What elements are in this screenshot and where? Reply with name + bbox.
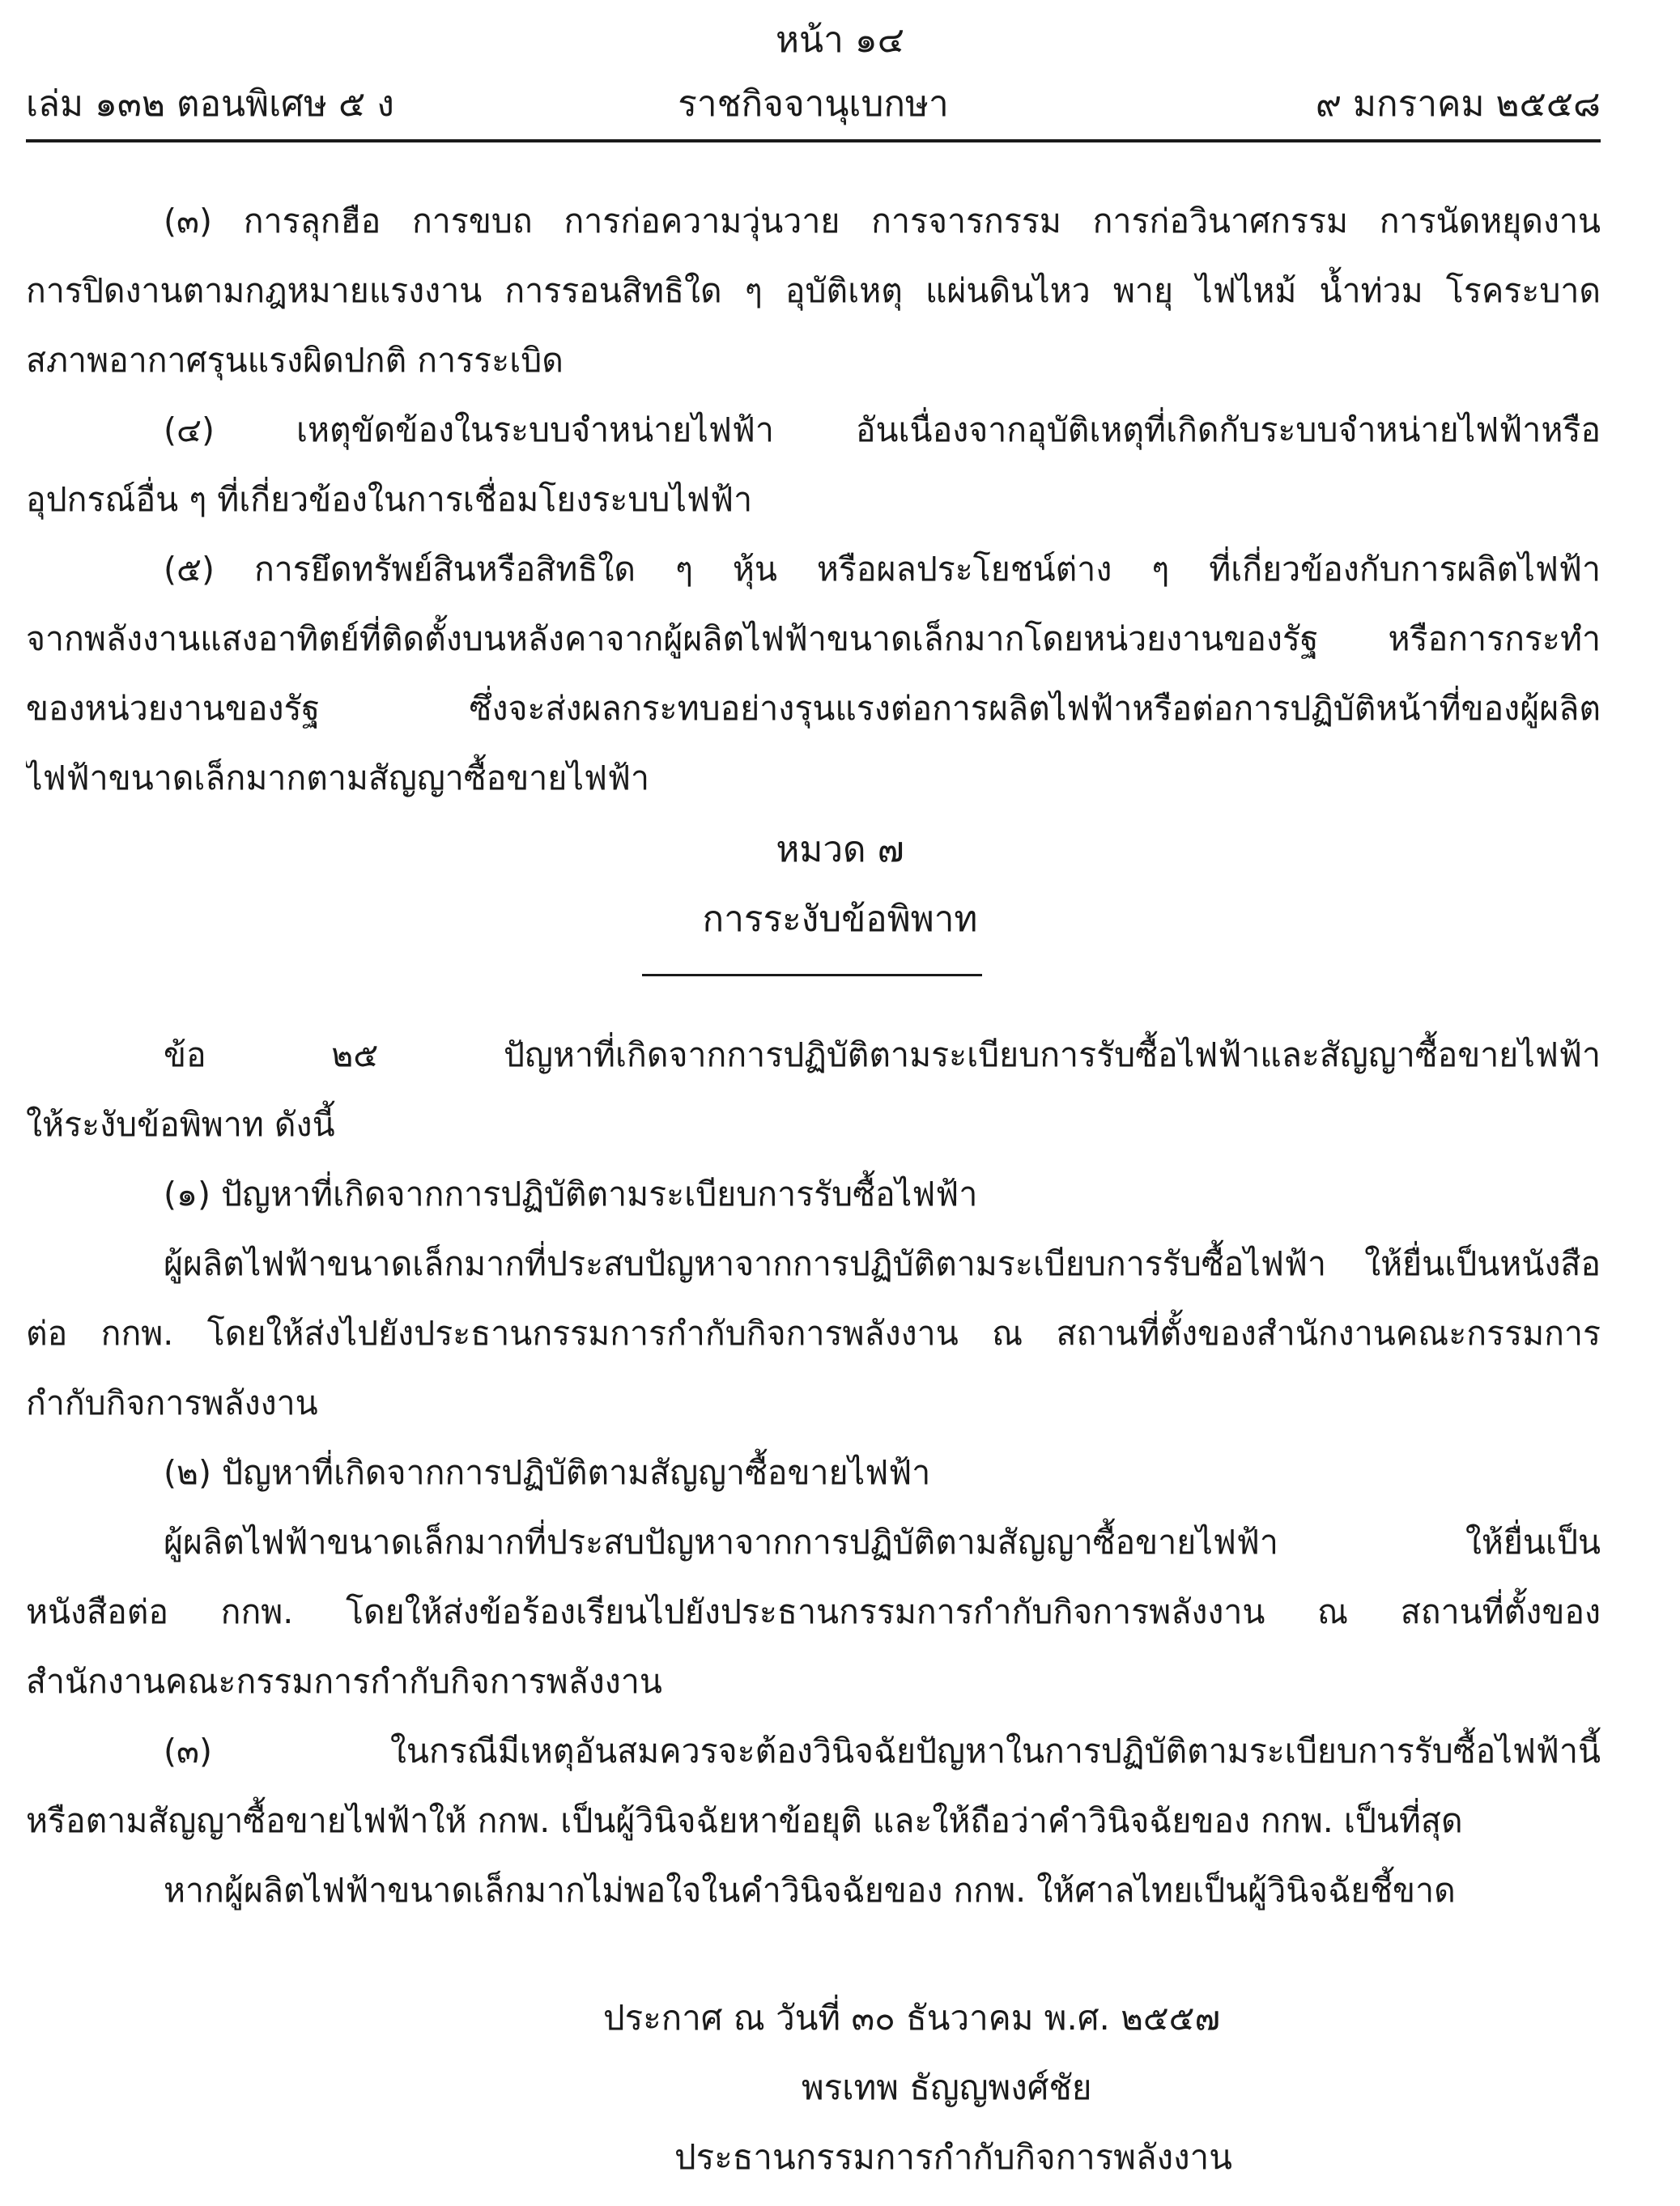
para-5-line-2: จากพลังงานแสงอาทิตย์ที่ติดตั้งบนหลังคาจากผู้ผลิตไฟฟ้าขนาดเล็กมากโดยหน่วยงานของรัฐ หรือการกระทำ [26,619,1601,658]
item-3-line-1: (๓) ในกรณีมีเหตุอันสมควรจะต้องวินิจฉัยปัญหาในการปฏิบัติตามระเบียบการรับซื้อไฟฟ้านี้ [164,1732,1601,1770]
item-2-line-2: หนังสือต่อ กกพ. โดยให้ส่งข้อร้องเรียนไปยังประธานกรรมการกำกับกิจการพลังงาน ณ สถานที่ตั้งของ [26,1592,1601,1631]
header-divider [26,139,1601,142]
item-3-line-2: หรือตามสัญญาซื้อขายไฟฟ้าให้ กกพ. เป็นผู้วินิจฉัยหาข้อยุติ และให้ถือว่าคำวินิจฉัยของ กกพ. เป็นที่สุด [26,1801,1463,1840]
publication-name: ราชกิจจานุเบกษา [678,83,949,125]
clause-25-line-1: ข้อ ๒๕ ปัญหาที่เกิดจากการปฏิบัติตามระเบียบการรับซื้อไฟฟ้าและสัญญาซื้อขายไฟฟ้า [164,1035,1601,1074]
item-2-heading: (๒) ปัญหาที่เกิดจากการปฏิบัติตามสัญญาซื้อขายไฟฟ้า [164,1453,931,1492]
force-majeure-list [26,186,1601,813]
chapter-number: หมวด ๗ [776,829,904,870]
item-3-line-3: หากผู้ผลิตไฟฟ้าขนาดเล็กมากไม่พอใจในคำวินิจฉัยของ กกพ. ให้ศาลไทยเป็นผู้วินิจฉัยชี้ขาด [164,1871,1456,1910]
announcement-date: ประกาศ ณ วันที่ ๓๐ ธันวาคม พ.ศ. ๒๕๕๗ [603,1998,1221,2038]
para-4-line-1: (๔) เหตุขัดข้องในระบบจำหน่ายไฟฟ้า อันเนื่องจากอุบัติเหตุที่เกิดกับระบบจำหน่ายไฟฟ้าหรือ [164,410,1601,449]
item-2-line-3: สำนักงานคณะกรรมการกำกับกิจการพลังงาน [26,1662,662,1701]
page-header [26,79,1601,130]
chapter-title: การระงับข้อพิพาท [702,899,978,940]
para-4-line-2: อุปกรณ์อื่น ๆ ที่เกี่ยวข้องในการเชื่อมโยงระบบไฟฟ้า [26,480,753,519]
clause-25 [26,1020,1601,1925]
signatory-name: พรเทพ ธัญญพงศ์ชัย [802,2068,1092,2107]
item-2-line-1: ผู้ผลิตไฟฟ้าขนาดเล็กมากที่ประสบปัญหาจากการปฏิบัติตามสัญญาซื้อขายไฟฟ้า ให้ยื่นเป็น [164,1523,1601,1562]
page-number: หน้า ๑๔ [775,19,904,61]
para-3-line-1: (๓) การลุกฮือ การขบถ การก่อความวุ่นวาย การจารกรรม การก่อวินาศกรรม การนัดหยุดงาน [164,202,1601,240]
item-1-heading: (๑) ปัญหาที่เกิดจากการปฏิบัติตามระเบียบการรับซื้อไฟฟ้า [164,1175,978,1214]
item-1-line-2: ต่อ กกพ. โดยให้ส่งไปยังประธานกรรมการกำกับกิจการพลังงาน ณ สถานที่ตั้งของสำนักงานคณะกรรมการ [26,1314,1601,1353]
volume-info: เล่ม ๑๓๒ ตอนพิเศษ ๕ ง [26,83,394,125]
item-1-line-3: กำกับกิจการพลังงาน [26,1384,318,1422]
clause-25-line-2: ให้ระงับข้อพิพาท ดังนี้ [26,1105,335,1144]
chapter-divider [642,974,982,976]
para-5-line-4: ไฟฟ้าขนาดเล็กมากตามสัญญาซื้อขายไฟฟ้า [26,759,650,797]
signatory-position: ประธานกรรมการกำกับกิจการพลังงาน [674,2137,1232,2177]
para-5-line-3: ของหน่วยงานของรัฐ ซึ่งจะส่งผลกระทบอย่างรุนแรงต่อการผลิตไฟฟ้าหรือต่อการปฏิบัติหน้าที่ของผู้ผลิต [26,689,1601,728]
para-3-line-3: สภาพอากาศรุนแรงผิดปกติ การระเบิด [26,341,564,380]
item-1-line-1: ผู้ผลิตไฟฟ้าขนาดเล็กมากที่ประสบปัญหาจากการปฏิบัติตามระเบียบการรับซื้อไฟฟ้า ให้ยื่นเป็นหนังสือ [164,1244,1601,1283]
para-5-line-1: (๕) การยึดทรัพย์สินหรือสิทธิใด ๆ หุ้น หรือผลประโยชน์ต่าง ๆ ที่เกี่ยวข้องกับการผลิตไฟฟ้า [164,550,1601,589]
publication-date: ๙ มกราคม ๒๕๕๘ [1315,83,1601,125]
para-3-line-2: การปิดงานตามกฎหมายแรงงาน การรอนสิทธิใด ๆ อุบัติเหตุ แผ่นดินไหว พายุ ไฟไหม้ น้ำท่วม โรคระบาด [26,271,1601,310]
